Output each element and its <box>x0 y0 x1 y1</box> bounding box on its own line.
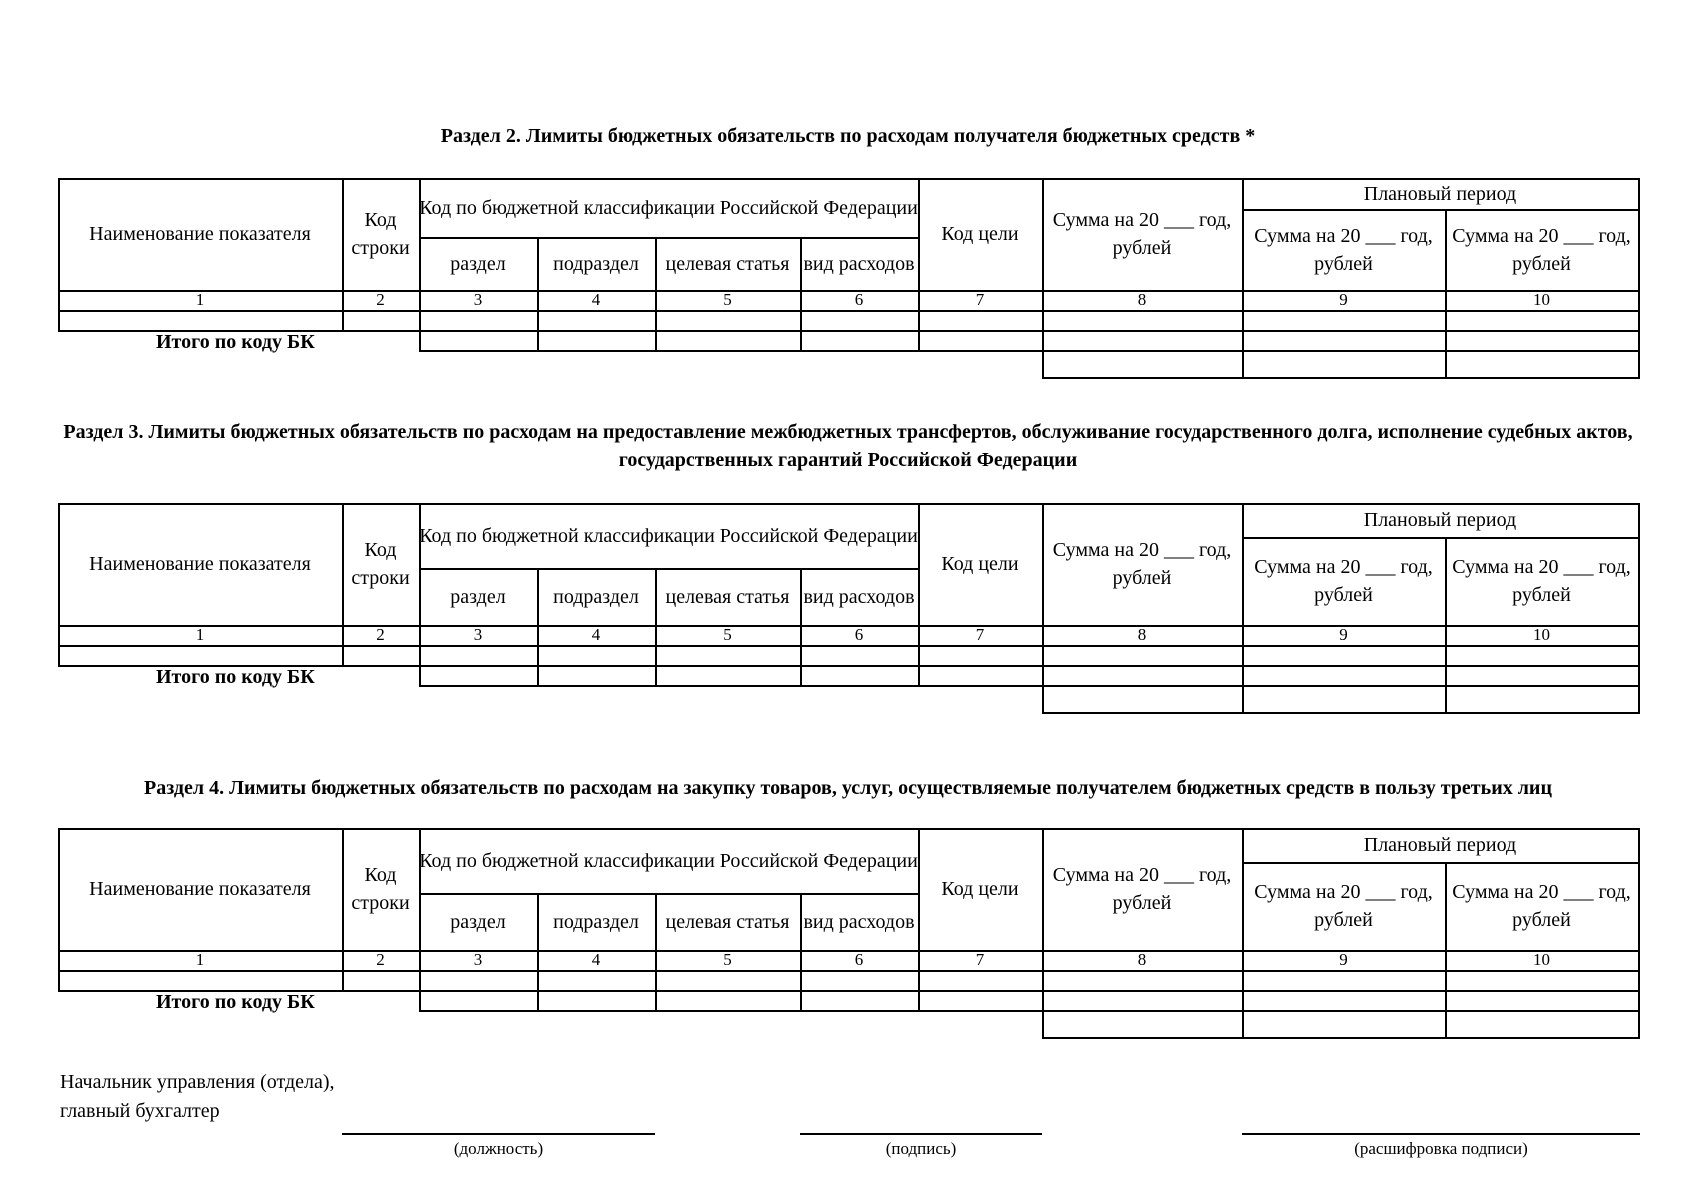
data-cell[interactable] <box>1445 645 1638 665</box>
column-number: 3 <box>473 625 483 644</box>
header-goal-code: Код цели <box>941 553 1019 575</box>
grid-line <box>1042 712 1640 714</box>
column-number: 1 <box>195 950 205 969</box>
total-cell[interactable] <box>655 665 800 685</box>
total-cell[interactable] <box>1445 665 1638 685</box>
header-sum-plan-1: Сумма на 20 ___ год, рублей <box>1254 881 1433 931</box>
column-number: 10 <box>1533 950 1550 969</box>
total-cell[interactable] <box>1042 330 1242 350</box>
data-cell[interactable] <box>419 310 537 330</box>
total-cell[interactable] <box>918 990 1042 1010</box>
total-cell[interactable] <box>1242 990 1445 1010</box>
column-number: 2 <box>376 625 385 644</box>
column-number: 2 <box>376 290 385 309</box>
data-cell[interactable] <box>342 970 419 990</box>
header-plan-period: Плановый период <box>1363 509 1517 531</box>
header-celevaya: целевая статья <box>665 585 790 608</box>
data-cell[interactable] <box>800 970 918 990</box>
column-number: 5 <box>723 625 732 644</box>
column-number: 5 <box>723 950 732 969</box>
grid-line <box>419 1010 1640 1012</box>
grid-line <box>1042 377 1640 379</box>
total-cell[interactable] <box>1042 665 1242 685</box>
total-cell[interactable] <box>918 330 1042 350</box>
header-vid: вид расходов <box>803 585 915 608</box>
header-vid: вид расходов <box>803 910 915 933</box>
column-number: 3 <box>473 290 483 309</box>
column-number: 4 <box>591 950 601 969</box>
column-number: 6 <box>854 625 864 644</box>
header-bk-code: Код по бюджетной классификации Российской Федерации <box>419 196 918 219</box>
grid-line <box>1638 665 1640 714</box>
data-cell[interactable] <box>655 310 800 330</box>
column-number: 8 <box>1137 625 1147 644</box>
total-cell[interactable] <box>800 990 918 1010</box>
grid-line <box>419 350 1640 352</box>
total-cell[interactable] <box>655 330 800 350</box>
total-cell[interactable] <box>537 665 655 685</box>
total-label: Итого по коду БК <box>156 331 315 353</box>
column-number: 7 <box>975 290 985 309</box>
decoding-caption: (расшифровка подписи) <box>1354 1139 1528 1158</box>
section-3-table <box>58 503 1638 688</box>
header-podrazdel: подраздел <box>553 585 639 608</box>
column-number: 4 <box>591 625 601 644</box>
column-number: 8 <box>1137 950 1147 969</box>
position-caption: (должность) <box>453 1139 544 1158</box>
header-sum-year: Сумма на 20 ___ год, рублей <box>1052 209 1232 259</box>
data-cell[interactable] <box>1242 970 1445 990</box>
data-cell[interactable] <box>800 645 918 665</box>
column-number: 7 <box>975 950 985 969</box>
header-podrazdel: подраздел <box>553 910 639 933</box>
header-goal-code: Код цели <box>941 223 1019 245</box>
data-cell[interactable] <box>918 310 1042 330</box>
header-sum-year: Сумма на 20 ___ год, рублей <box>1052 864 1232 914</box>
data-cell[interactable] <box>537 645 655 665</box>
column-number: 8 <box>1137 290 1147 309</box>
column-number: 9 <box>1339 625 1348 644</box>
data-cell[interactable] <box>419 970 537 990</box>
header-name: Наименование показателя <box>89 878 311 900</box>
column-number: 1 <box>195 625 205 644</box>
grid-line <box>1638 828 1640 992</box>
grid-line <box>419 685 1640 687</box>
header-vid: вид расходов <box>803 252 915 275</box>
data-cell[interactable] <box>655 645 800 665</box>
column-number: 5 <box>723 290 732 309</box>
header-line-code: Код строки <box>351 209 410 259</box>
total-cell[interactable] <box>419 990 537 1010</box>
column-number: 9 <box>1339 950 1348 969</box>
total-cell[interactable] <box>537 990 655 1010</box>
section-2-table <box>58 178 1638 353</box>
header-razdel: раздел <box>450 252 506 275</box>
data-cell[interactable] <box>1042 970 1242 990</box>
column-number: 10 <box>1533 290 1550 309</box>
data-cell[interactable] <box>58 310 342 330</box>
column-number: 6 <box>854 950 864 969</box>
data-cell[interactable] <box>419 645 537 665</box>
header-plan-period: Плановый период <box>1363 182 1517 205</box>
data-cell[interactable] <box>800 310 918 330</box>
section-2-title: Раздел 2. Лимиты бюджетных обязательств по расходам получателя бюджетных средств * <box>440 125 1256 147</box>
data-cell[interactable] <box>918 970 1042 990</box>
total-cell[interactable] <box>419 330 537 350</box>
section-4-table <box>58 828 1638 1013</box>
grid-line <box>1638 178 1640 332</box>
column-number: 10 <box>1533 625 1550 644</box>
column-number: 6 <box>854 290 864 309</box>
grid-line <box>1638 330 1640 379</box>
grid-line <box>1042 1037 1640 1039</box>
signature-line[interactable] <box>800 1133 1042 1135</box>
header-sum-plan-1: Сумма на 20 ___ год, рублей <box>1254 556 1433 606</box>
column-number: 9 <box>1339 290 1348 309</box>
data-cell[interactable] <box>342 645 419 665</box>
header-sum-year: Сумма на 20 ___ год, рублей <box>1052 539 1232 589</box>
total-cell[interactable] <box>1242 330 1445 350</box>
data-cell[interactable] <box>655 970 800 990</box>
column-number: 2 <box>376 950 385 969</box>
data-cell[interactable] <box>1042 310 1242 330</box>
total-cell[interactable] <box>537 330 655 350</box>
header-razdel: раздел <box>450 910 506 933</box>
section-4-title: Раздел 4. Лимиты бюджетных обязательств по расходам на закупку товаров, услуг, осуществляемые получателем бюджетных средств в пользу третьих лиц <box>144 777 1552 799</box>
header-razdel: раздел <box>450 585 506 608</box>
column-number: 1 <box>195 290 205 309</box>
data-cell[interactable] <box>537 970 655 990</box>
grid-line <box>1638 990 1640 1039</box>
signature-role: Начальник управления (отдела), главный бухгалтер <box>60 1071 335 1122</box>
header-bk-code: Код по бюджетной классификации Российской Федерации <box>419 524 918 547</box>
header-sum-plan-2: Сумма на 20 ___ год, рублей <box>1452 224 1631 275</box>
total-cell[interactable] <box>1445 330 1638 350</box>
header-name: Наименование показателя <box>89 223 311 245</box>
data-cell[interactable] <box>1445 310 1638 330</box>
header-name: Наименование показателя <box>89 553 311 575</box>
total-label: Итого по коду БК <box>156 991 315 1013</box>
position-line[interactable] <box>342 1133 655 1135</box>
header-plan-period: Плановый период <box>1363 834 1517 856</box>
total-cell[interactable] <box>419 665 537 685</box>
section-3-title: Раздел 3. Лимиты бюджетных обязательств по расходам на предоставление межбюджетных трансфертов, обслуживание государственного долга, исполнение судебных актов, государственных гарантий Российской Федерации <box>63 421 1633 471</box>
header-sum-plan-2: Сумма на 20 ___ год, рублей <box>1452 556 1631 606</box>
header-line-code: Код строки <box>351 864 410 914</box>
data-cell[interactable] <box>1242 310 1445 330</box>
total-cell[interactable] <box>800 665 918 685</box>
header-celevaya: целевая статья <box>665 252 790 275</box>
signature-caption: (подпись) <box>885 1139 957 1158</box>
data-cell[interactable] <box>918 645 1042 665</box>
header-sum-plan-1: Сумма на 20 ___ год, рублей <box>1254 224 1433 275</box>
total-cell[interactable] <box>1445 990 1638 1010</box>
data-cell[interactable] <box>537 310 655 330</box>
total-cell[interactable] <box>1042 990 1242 1010</box>
decoding-line[interactable] <box>1242 1133 1640 1135</box>
total-cell[interactable] <box>800 330 918 350</box>
header-sum-plan-2: Сумма на 20 ___ год, рублей <box>1452 881 1631 931</box>
data-cell[interactable] <box>1445 970 1638 990</box>
grid-line <box>1638 503 1640 667</box>
column-number: 4 <box>591 290 601 309</box>
data-cell[interactable] <box>58 645 342 665</box>
total-cell[interactable] <box>918 665 1042 685</box>
header-celevaya: целевая статья <box>665 910 790 933</box>
total-cell[interactable] <box>655 990 800 1010</box>
header-goal-code: Код цели <box>941 878 1019 900</box>
header-podrazdel: подраздел <box>553 252 639 275</box>
total-cell[interactable] <box>1242 665 1445 685</box>
column-number: 7 <box>975 625 985 644</box>
header-line-code: Код строки <box>351 539 410 589</box>
data-cell[interactable] <box>1042 645 1242 665</box>
column-number: 3 <box>473 950 483 969</box>
data-cell[interactable] <box>342 310 419 330</box>
header-bk-code: Код по бюджетной классификации Российской Федерации <box>419 849 918 872</box>
data-cell[interactable] <box>58 970 342 990</box>
data-cell[interactable] <box>1242 645 1445 665</box>
total-label: Итого по коду БК <box>156 666 315 688</box>
